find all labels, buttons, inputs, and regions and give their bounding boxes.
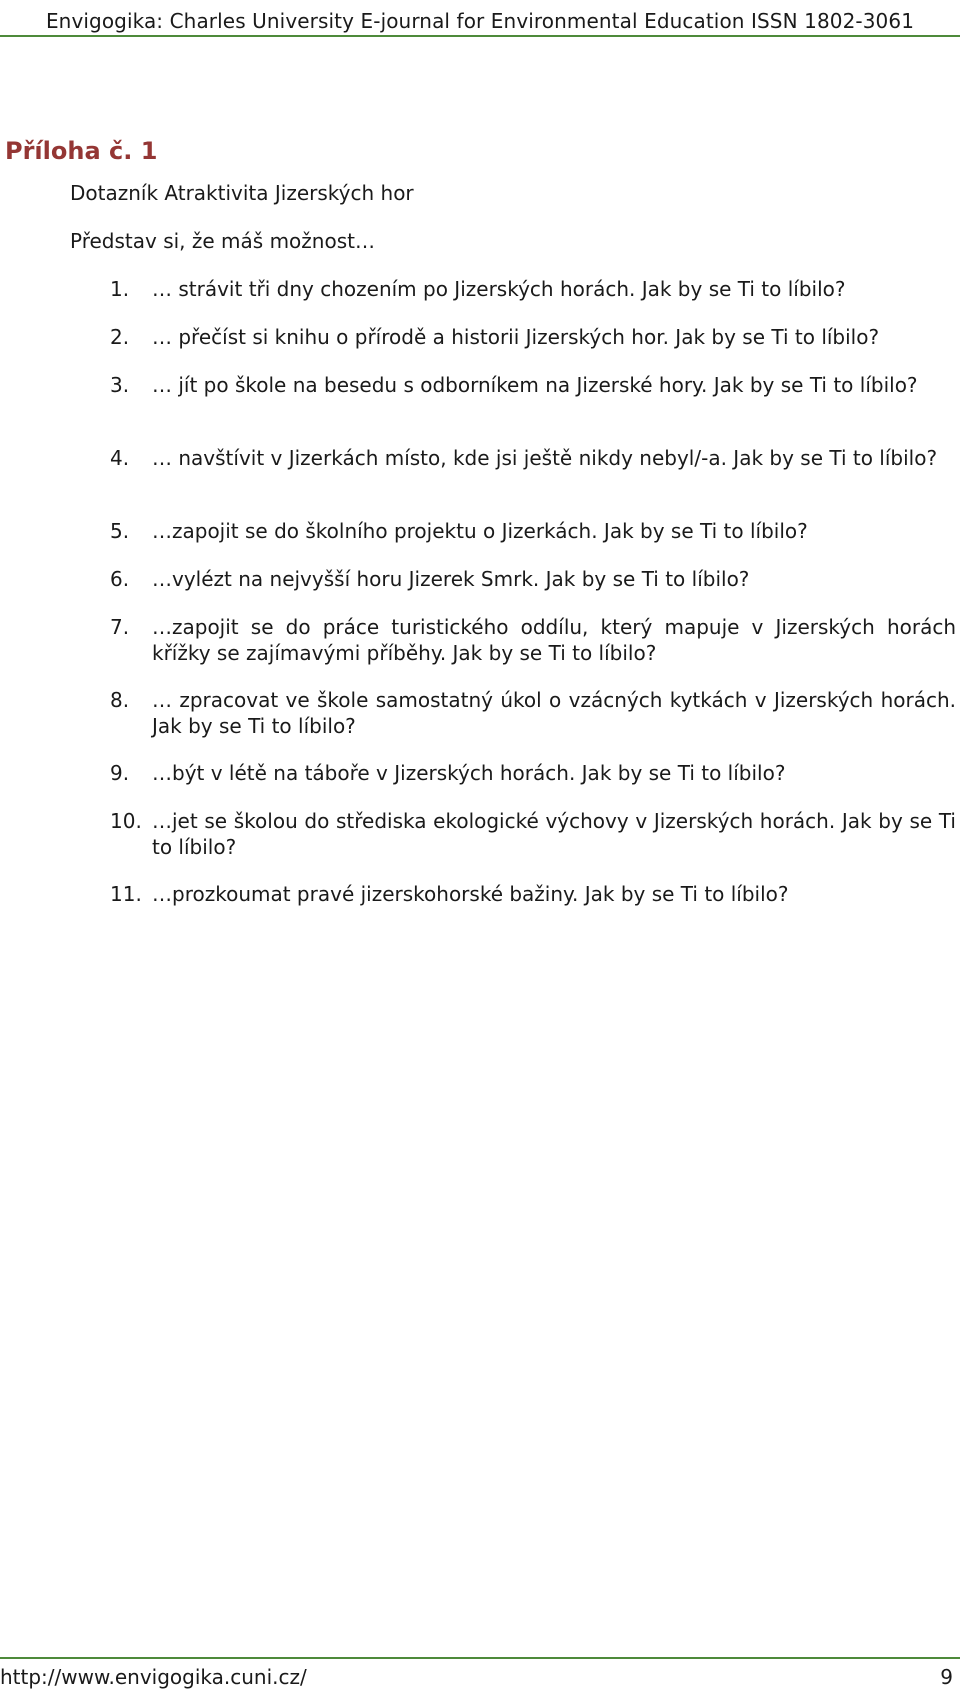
item-number: 11.: [110, 882, 142, 906]
item-number: 1.: [110, 277, 130, 301]
item-text: …prozkoumat pravé jizerskohorské bažiny. Jak by se Ti to líbilo?: [152, 882, 789, 906]
item-number: 9.: [110, 761, 130, 785]
page-number: 9: [940, 1665, 953, 1689]
item-text: …zapojit se do práce turistického oddílu, který mapuje v Jizerských horách křížky se zajímavými příběhy. Jak by se Ti to líbilo?: [152, 615, 956, 665]
item-text: …zapojit se do školního projektu o Jizerkách. Jak by se Ti to líbilo?: [152, 519, 808, 543]
item-text: … přečíst si knihu o přírodě a historii Jizerských hor. Jak by se Ti to líbilo?: [152, 325, 880, 349]
item-number: 4.: [110, 446, 130, 470]
item-number: 7.: [110, 615, 130, 639]
item-number: 8.: [110, 688, 130, 712]
item-text: … jít po škole na besedu s odborníkem na Jizerské hory. Jak by se Ti to líbilo?: [152, 373, 918, 397]
item-text: …být v létě na táboře v Jizerských horách. Jak by se Ti to líbilo?: [152, 761, 786, 785]
item-number: 2.: [110, 325, 130, 349]
footer-rule: [0, 1657, 960, 1659]
item-text: …vylézt na nejvyšší horu Jizerek Smrk. Jak by se Ti to líbilo?: [152, 567, 750, 591]
journal-url-link[interactable]: http://www.envigogika.cuni.cz/: [0, 1665, 307, 1689]
journal-title: Envigogika: Charles University E-journal for Environmental Education ISSN 1802-3061: [45, 9, 915, 33]
item-number: 3.: [110, 373, 130, 397]
item-number: 5.: [110, 519, 130, 543]
questionnaire-title: Dotazník Atraktivita Jizerských hor: [70, 181, 414, 205]
questionnaire-prompt: Představ si, že máš možnost…: [70, 229, 375, 253]
appendix-heading: Příloha č. 1: [5, 137, 158, 165]
header-rule: [0, 35, 960, 37]
item-number: 10.: [110, 809, 142, 833]
item-text: …jet se školou do střediska ekologické výchovy v Jizerských horách. Jak by se Ti to líbilo?: [152, 809, 956, 859]
item-number: 6.: [110, 567, 130, 591]
item-text: … strávit tři dny chozením po Jizerských horách. Jak by se Ti to líbilo?: [152, 277, 846, 301]
item-text: … zpracovat ve škole samostatný úkol o vzácných kytkách v Jizerských horách. Jak by se Ti to líbilo?: [152, 688, 956, 738]
item-text: … navštívit v Jizerkách místo, kde jsi ještě nikdy nebyl/-a. Jak by se Ti to líbilo?: [152, 446, 938, 470]
